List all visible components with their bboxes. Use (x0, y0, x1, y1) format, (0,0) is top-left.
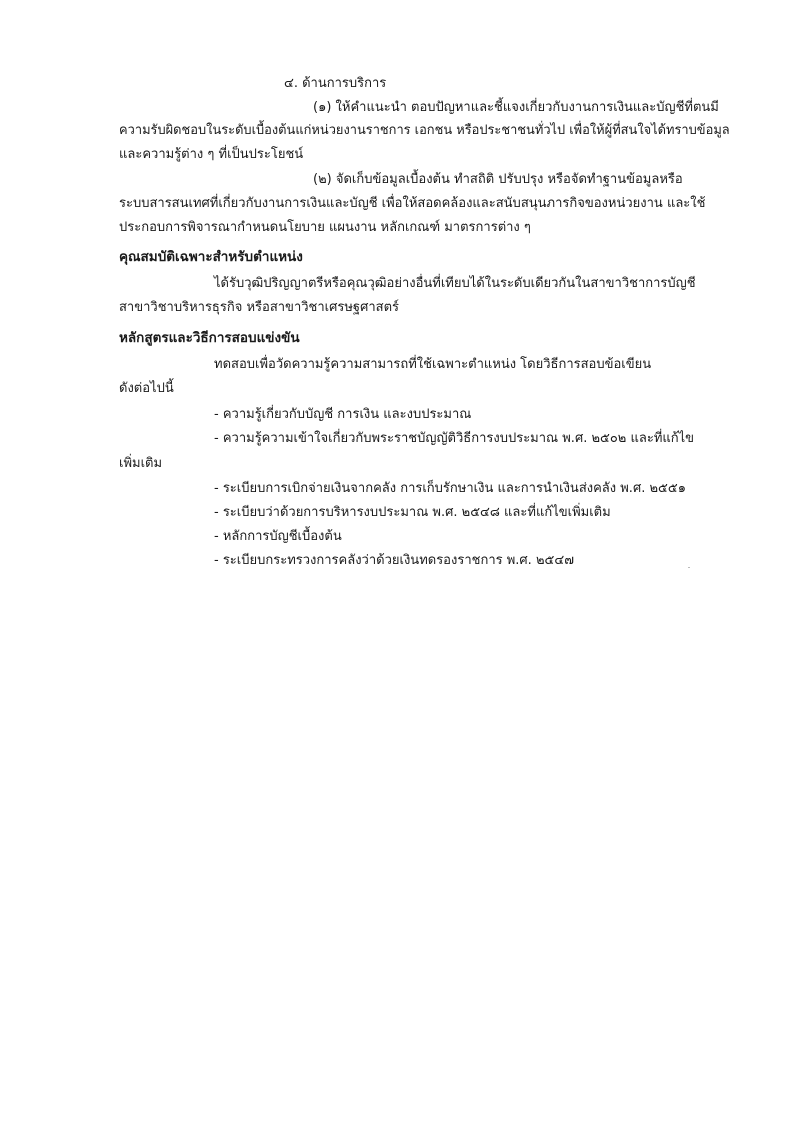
exam-topic-5: - หลักการบัญชีเบื้องต้น (214, 529, 342, 544)
service-item-2-line-3: ประกอบการพิจารณากำหนดนโยบาย แผนงาน หลักเกณฑ์ มาตรการต่าง ๆ (119, 220, 531, 235)
service-item-1-line-3: และความรู้ต่าง ๆ ที่เป็นประโยชน์ (119, 147, 304, 162)
exam-topic-1: - ความรู้เกี่ยวกับบัญชี การเงิน และงบประมาณ (214, 407, 472, 422)
exam-intro-line-1: ทดสอบเพื่อวัดความรู้ความสามารถที่ใช้เฉพาะตำแหน่ง โดยวิธีการสอบข้อเขียน (214, 357, 652, 372)
service-section-title: ๔. ด้านการบริการ (284, 76, 387, 91)
qualifications-line-2: สาขาวิชาบริหารธุรกิจ หรือสาขาวิชาเศรษฐศาสตร์ (119, 300, 400, 315)
exam-topic-2: - ความรู้ความเข้าใจเกี่ยวกับพระราชบัญญัติวิธีการงบประมาณ พ.ศ. ๒๕๐๒ และที่แก้ไข (214, 431, 695, 446)
qualifications-heading: คุณสมบัติเฉพาะสำหรับตำแหน่ง (119, 249, 303, 265)
exam-topic-3: - ระเบียบการเบิกจ่ายเงินจากคลัง การเก็บรักษาเงิน และการนำเงินส่งคลัง พ.ศ. ๒๕๕๑ (214, 481, 686, 496)
service-item-2-line-1: (๒) จัดเก็บข้อมูลเบื้องต้น ทำสถิติ ปรับปรุง หรือจัดทำฐานข้อมูลหรือ (313, 172, 683, 187)
exam-topic-4: - ระเบียบว่าด้วยการบริหารงบประมาณ พ.ศ. ๒๕๔๘ และที่แก้ไขเพิ่มเติม (214, 505, 611, 520)
exam-intro-line-2: ดังต่อไปนี้ (119, 381, 174, 396)
exam-topic-6: - ระเบียบกระทรวงการคลังว่าด้วยเงินทดรองราชการ พ.ศ. ๒๕๔๗ (214, 553, 574, 568)
exam-topic-2-continuation: เพิ่มเติม (119, 456, 163, 471)
service-item-1-line-2: ความรับผิดชอบในระดับเบื้องต้นแก่หน่วยงานราชการ เอกชน หรือประชาชนทั่วไป เพื่อให้ผู้ที่สนใจได้ทราบข้อมูล (119, 123, 730, 138)
qualifications-line-1: ได้รับวุฒิปริญญาตรีหรือคุณวุฒิอย่างอื่นที่เทียบได้ในระดับเดียวกันในสาขาวิชาการบัญชี (214, 276, 696, 291)
service-item-2-line-2: ระบบสารสนเทศที่เกี่ยวกับงานการเงินและบัญชี เพื่อให้สอดคล้องและสนับสนุนภารกิจของหน่วยงาน และใช้ (119, 196, 706, 211)
scan-speck (688, 567, 690, 568)
exam-heading: หลักสูตรและวิธีการสอบแข่งขัน (119, 330, 300, 346)
service-item-1-line-1: (๑) ให้คำแนะนำ ตอบปัญหาและชี้แจงเกี่ยวกับงานการเงินและบัญชีที่ตนมี (313, 100, 719, 115)
